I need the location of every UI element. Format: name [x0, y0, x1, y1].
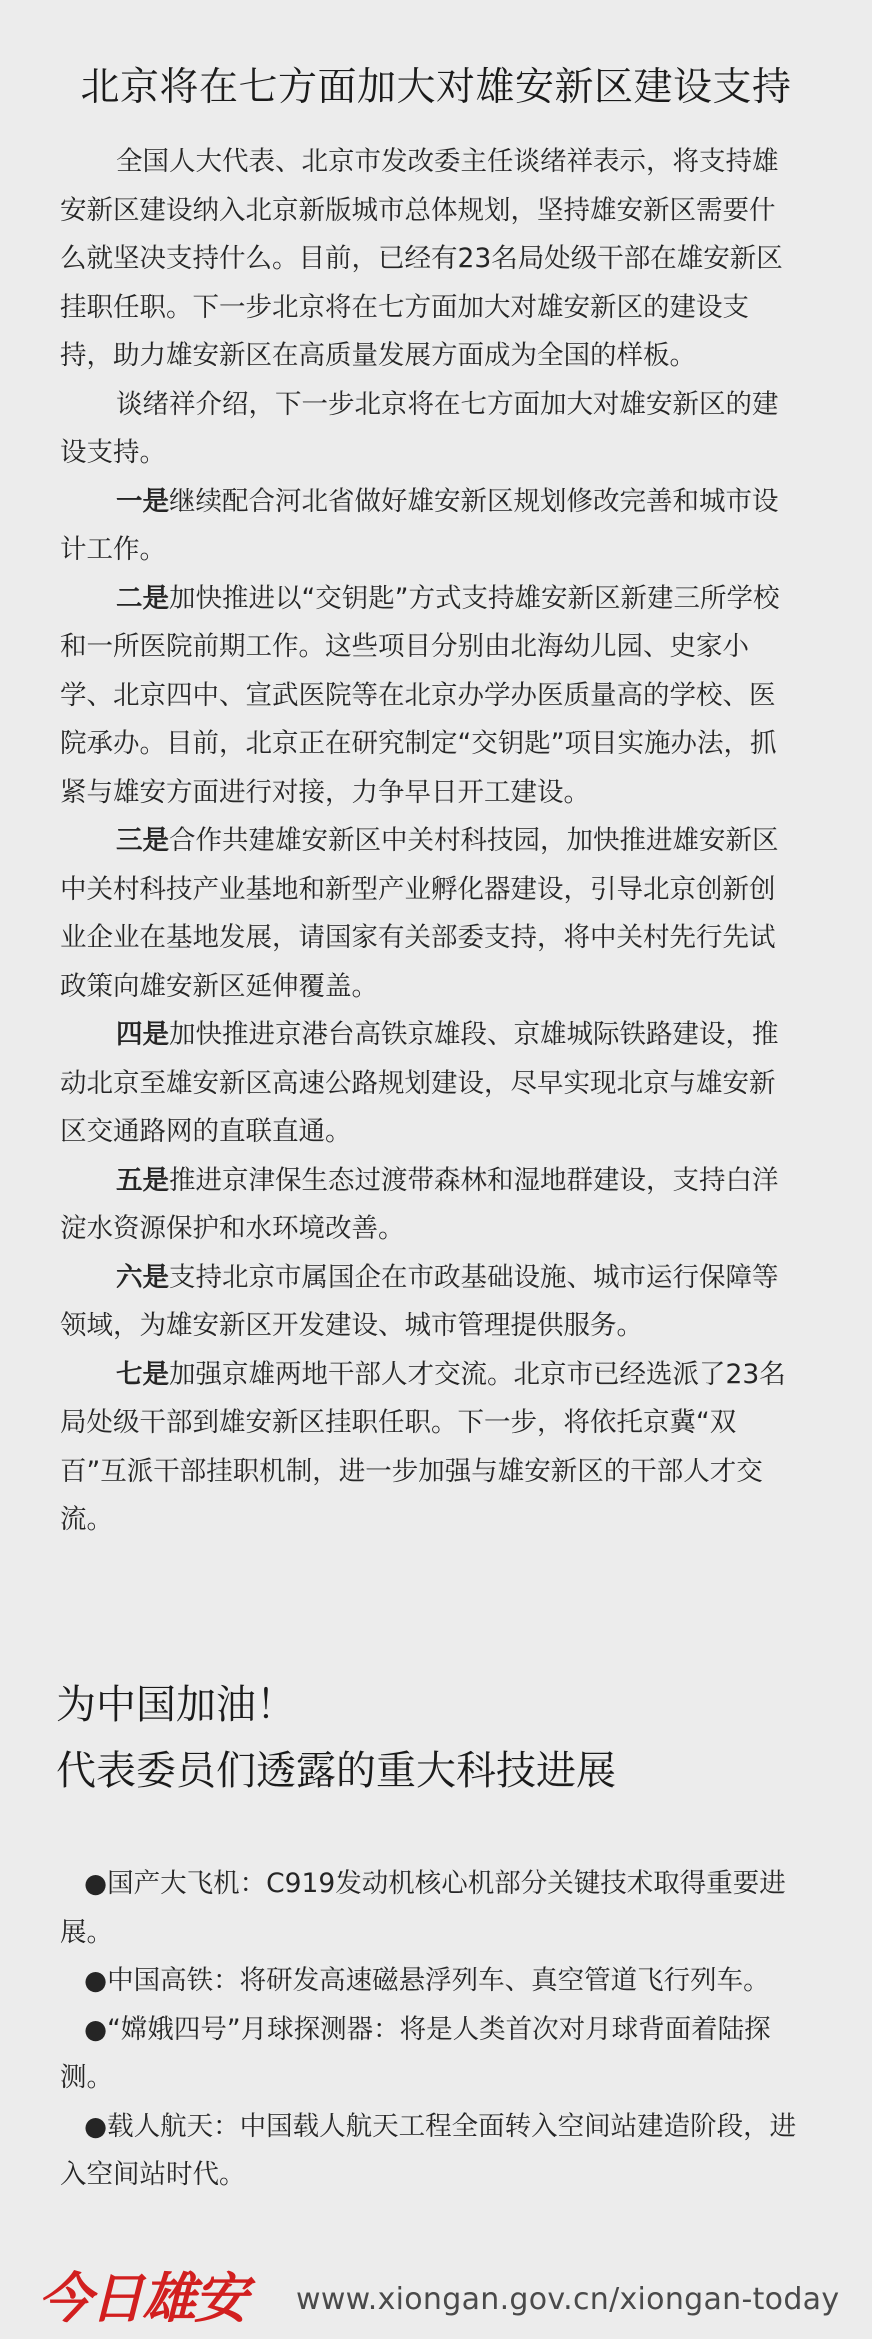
paragraph-lead: 二是	[116, 582, 169, 614]
paragraph-lead: 四是	[116, 1019, 169, 1050]
article-body	[60, 138, 800, 1545]
paragraph-lead: 一是	[116, 485, 169, 517]
paragraph	[60, 1351, 800, 1545]
brand-logo: 今日雄安	[38, 2266, 246, 2330]
paragraph-text: 支持北京市属国企在市政基础设施、城市运行保障等领域，为雄安新区开发建设、城市管理提供服务。	[60, 1261, 779, 1341]
paragraph	[60, 138, 800, 381]
paragraph	[60, 817, 800, 1011]
list-item: ●载人航天：中国载人航天工程全面转入空间站建造阶段，进入空间站时代。	[60, 2110, 797, 2190]
list-item: ●中国高铁：将研发高速磁悬浮列车、真空管道飞行列车。	[84, 1965, 770, 1996]
paragraph-text: 加快推进京港台高铁京雄段、京雄城际铁路建设，推动北京至雄安新区高速公路规划建设，尽早实现北京与雄安新区交通路网的直联直通。	[60, 1019, 779, 1147]
list-item: ●国产大飞机：C919发动机核心机部分关键技术取得重要进展。	[60, 1868, 786, 1948]
heading-line-2: 代表委员们透露的重大科技进展	[56, 1748, 616, 1794]
bullet-list	[60, 1860, 820, 2200]
paragraph	[60, 575, 800, 818]
paragraph-text: 加强京雄两地干部人才交流。北京市已经选派了23名局处级干部到雄安新区挂职任职。下一步，将依托京冀“双百”互派干部挂职机制，进一步加强与雄安新区的干部人才交流。	[60, 1358, 786, 1535]
paragraph-text: 全国人大代表、北京市发改委主任谈绪祥表示，将支持雄安新区建设纳入北京新版城市总体规划，坚持雄安新区需要什么就坚决支持什么。目前，已经有23名局处级干部在雄安新区挂职任职。下一步北京将在七方面加大对雄安新区的建设支持，助力雄安新区在高质量发展方面成为全国的样板。	[60, 146, 783, 371]
paragraph-lead: 七是	[116, 1358, 169, 1390]
paragraph	[60, 478, 800, 575]
heading-line-1: 为中国加油！	[56, 1682, 296, 1728]
paragraph-text: 推进京津保生态过渡带森林和湿地群建设，支持白洋淀水资源保护和水环境改善。	[60, 1164, 779, 1244]
paragraph-text: 谈绪祥介绍，下一步北京将在七方面加大对雄安新区的建设支持。	[60, 388, 779, 468]
section-heading	[56, 1672, 816, 1804]
paragraph-text: 加快推进以“交钥匙”方式支持雄安新区新建三所学校和一所医院前期工作。这些项目分别由北海幼儿园、史家小学、北京四中、宣武医院等在北京办学办医质量高的学校、医院承办。目前，北京正在研究制定“交钥匙”项目实施办法，抓紧与雄安方面进行对接，力争早日开工建设。	[60, 582, 780, 808]
list-item: ●“嫦娥四号”月球探测器：将是人类首次对月球背面着陆探测。	[60, 2013, 771, 2093]
paragraph	[60, 1011, 800, 1157]
paragraph-lead: 六是	[116, 1261, 169, 1293]
paragraph	[60, 1157, 800, 1254]
paragraph-lead: 五是	[116, 1164, 169, 1196]
paragraph-text: 继续配合河北省做好雄安新区规划修改完善和城市设计工作。	[60, 485, 779, 565]
paragraph-lead: 三是	[116, 825, 169, 856]
footer-url: www.xiongan.gov.cn/xiongan-today	[296, 2282, 840, 2317]
article-title: 北京将在七方面加大对雄安新区建设支持	[80, 65, 792, 110]
paragraph-text: 合作共建雄安新区中关村科技园，加快推进雄安新区中关村科技产业基地和新型产业孵化器建设，引导北京创新创业企业在基地发展，请国家有关部委支持，将中关村先行先试政策向雄安新区延伸覆盖。	[60, 825, 779, 1002]
paragraph	[60, 381, 800, 478]
paragraph	[60, 1254, 800, 1351]
